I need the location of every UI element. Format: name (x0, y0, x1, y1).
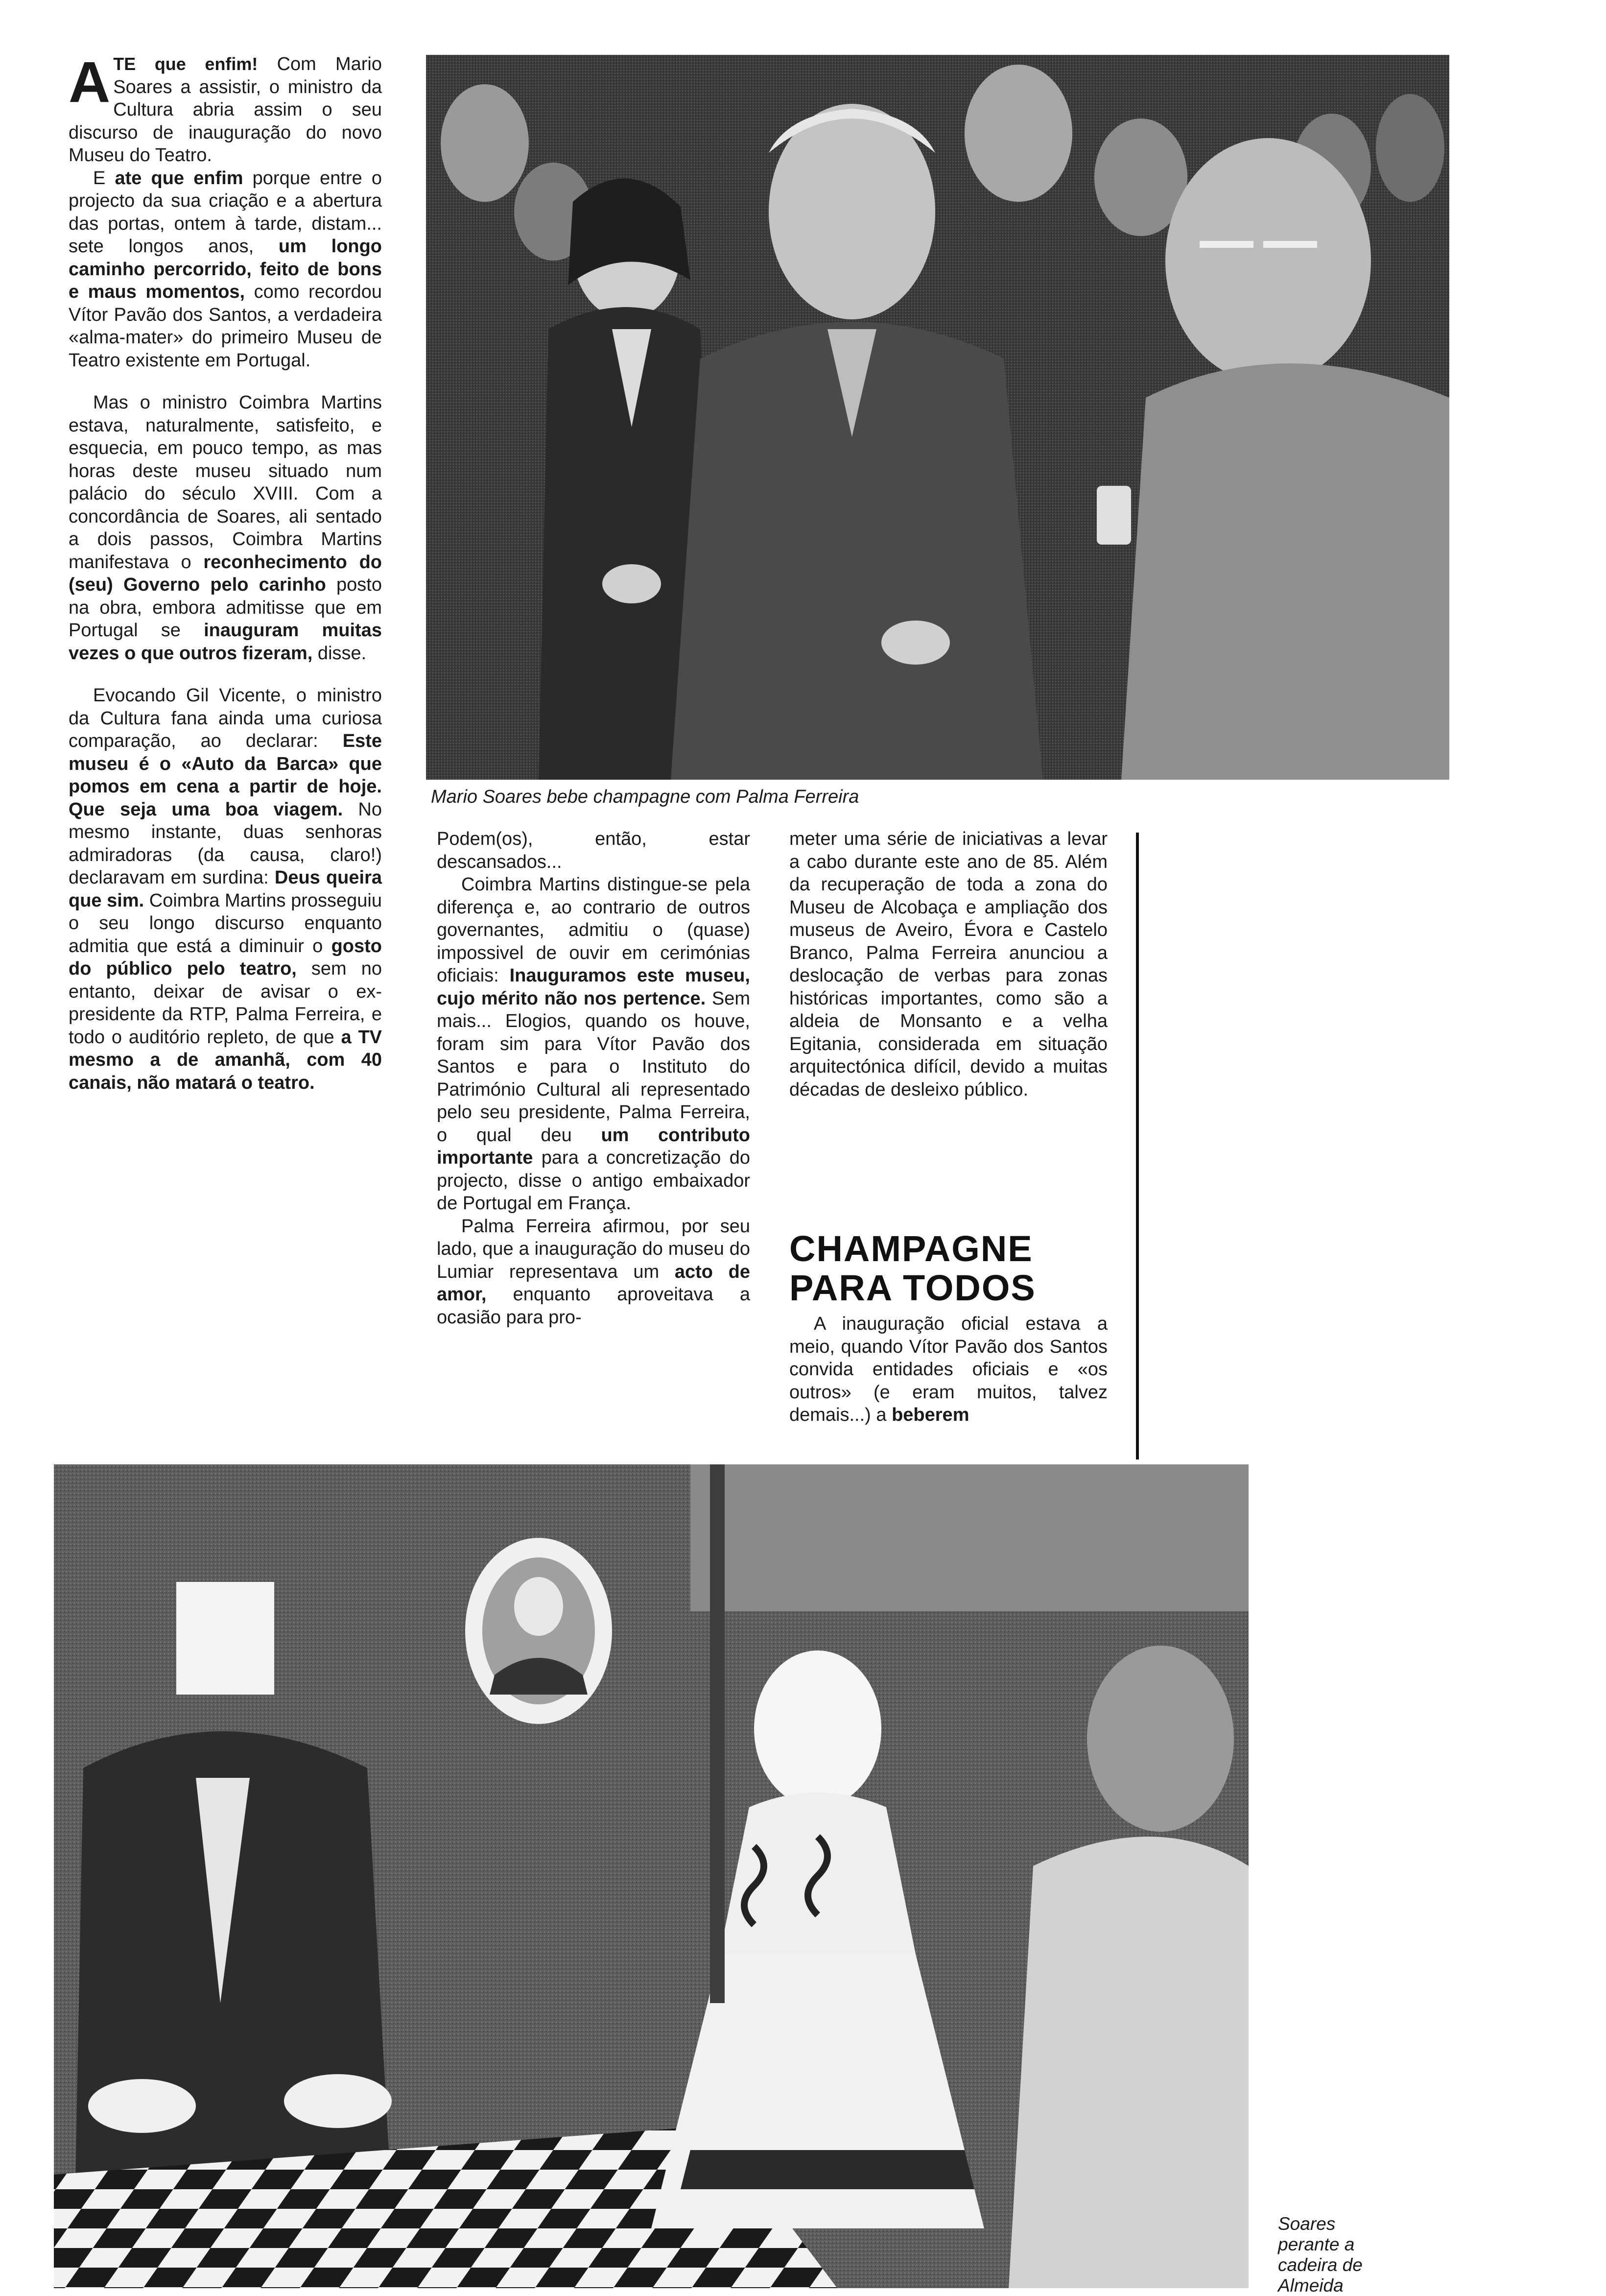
drop-cap: A (69, 50, 110, 115)
photo-crowd-illustration (426, 55, 1449, 780)
paragraph-2: Coimbra Martins distingue-se pela diferença e, ao contrario de outros governantes, admitiu o (quase) impossivel de ouvir em cerimónias oficiais: Inauguramos este museu, cujo mérito não nos pertence. Sem mais... Elogios, quando os houve, foram sim para Vítor Pavão dos Santos e para o Instituto do Património Cultural ali representado pelo seu presidente, Palma Ferreira, o qual deu um contributo importante para a concretização do projecto, disse o antigo embaixador de Portugal em França. (437, 874, 750, 1214)
paragraph: Com Mario Soares a assistir, o ministro da Cultura abria assim o seu discurso de inauguração do novo Museu do Teatro. (69, 54, 382, 166)
article-column-3 (789, 828, 1108, 1101)
photo-museum-illustration (54, 1464, 1249, 2288)
column-rule (1136, 833, 1139, 1459)
section-headline: CHAMPAGNE PARA TODOS (789, 1228, 1036, 1308)
paragraph-2: E ate que enfim porque entre o projecto da sua criação e a abertura das portas, ontem à tarde, distam... sete longos anos, um longo caminho percorrido, feito de bons e maus momentos, como recordou Vítor Pavão dos Santos, a verdadeira «alma-mater» do primeiro Museu de Teatro existente em Portugal. (69, 167, 382, 371)
paragraph-4: Evocando Gil Vicente, o ministro da Cultura fana ainda uma curiosa comparação, ao declarar: Este museu é o «Auto da Barca» que pomos em cena a partir de hoje. Que seja uma boa viagem. No mesmo instante, duas senhoras admiradoras (da causa, claro!) declaravam em surdina: Deus queira que sim. Coimbra Martins prosseguiu o seu longo discurso enquanto admitia que está a diminuir o gosto do público pelo teatro, sem no entanto, deixar de avisar o ex-presidente da RTP, Palma Ferreira, e todo o auditório repleto, de que a TV mesmo a de amanhã, com 40 canais, não matará o teatro. (69, 685, 382, 1093)
bottom-photo (54, 1464, 1249, 2288)
paragraph-2: A inauguração oficial estava a meio, quando Vítor Pavão dos Santos convida entidades oficiais e «os outros» (e eram muitos, talvez demais...) a beberem (789, 1314, 1108, 1425)
paragraph-1: meter uma série de iniciativas a levar a cabo durante este ano de 85. Além da recuperação de toda a zona do Museu de Alcobaça e ampliação dos museus de Aveiro, Évora e Castelo Branco, Palma Ferreira anunciou a deslocação de verbas para zonas históricas importantes, como são a aldeia de Monsanto e a velha Egitania, considerada em situação arquitectónica difícil, devido a muitas décadas de desleixo público. (789, 829, 1108, 1100)
article-column-3-continued (789, 1313, 1108, 1427)
bottom-photo-caption: Soares perante a cadeira de Almeida (1278, 2214, 1363, 2296)
article-column-2 (437, 828, 750, 1329)
paragraph-3: Mas o ministro Coimbra Martins estava, naturalmente, satisfeito, e esquecia, em pouco tempo, as mas horas deste museu situado num palácio do século XVIII. Com a concordância de Soares, ali sentado a dois passos, Coimbra Martins manifestava o reconhecimento do (seu) Governo pelo carinho posto na obra, embora admitisse que em Portugal se inauguram muitas vezes o que outros fizeram, disse. (69, 392, 382, 664)
article-column-1 (69, 50, 382, 1094)
top-photo-caption: Mario Soares bebe champagne com Palma Ferreira (431, 787, 859, 807)
paragraph-1: Podem(os), então, estar descansados... (437, 829, 750, 872)
paragraph-3: Palma Ferreira afirmou, por seu lado, que a inauguração do museu do Lumiar representava um acto de amor, enquanto aproveitava a ocasião para pro- (437, 1216, 750, 1328)
lede: TE que enfim! (113, 54, 258, 74)
top-photo (426, 55, 1449, 780)
